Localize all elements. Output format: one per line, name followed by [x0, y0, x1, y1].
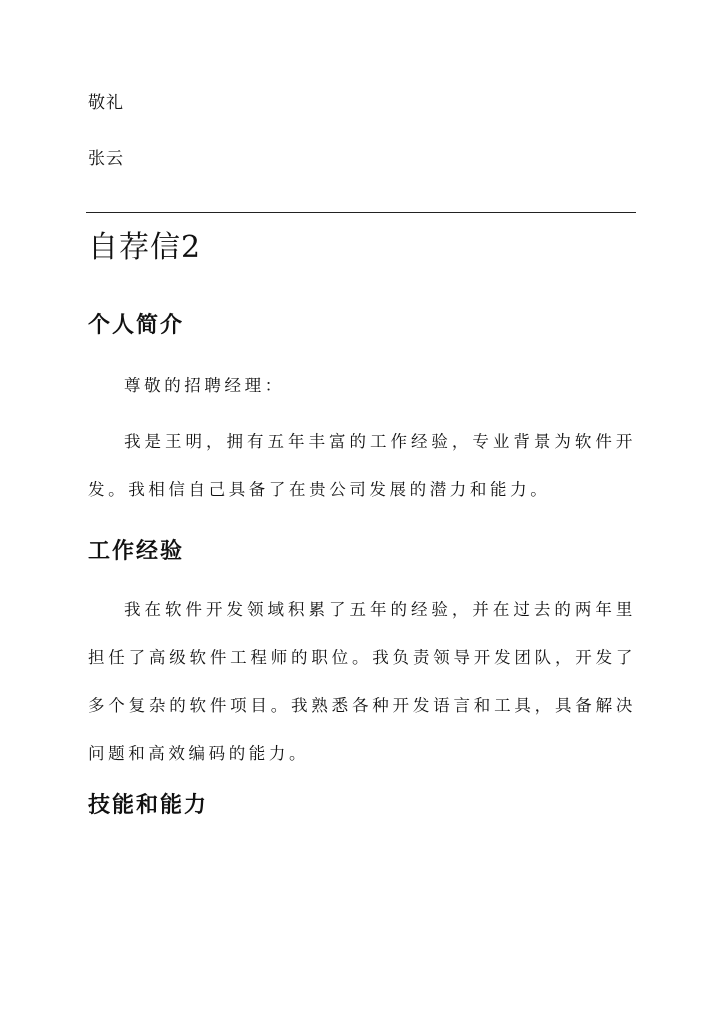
heading-personal-intro: 个人简介 [88, 312, 185, 338]
intro-paragraph: 我是王明，拥有五年丰富的工作经验，专业背景为软件开发。我相信自己具备了在贵公司发展的潜力和能力。 [88, 432, 636, 499]
document-title: 自荐信2 [88, 230, 202, 265]
experience-paragraph: 我在软件开发领域积累了五年的经验，并在过去的两年里担任了高级软件工程师的职位。我负责领导开发团队，开发了多个复杂的软件项目。我熟悉各种开发语言和工具，具备解决问题和高效编码的能力。 [88, 600, 636, 763]
greeting: 尊敬的招聘经理： [124, 376, 285, 395]
section-divider [86, 212, 636, 213]
signature: 张云 [88, 149, 124, 169]
heading-work-experience: 工作经验 [88, 538, 185, 564]
closing-salutation: 敬礼 [88, 93, 124, 113]
heading-skills: 技能和能力 [88, 792, 209, 818]
